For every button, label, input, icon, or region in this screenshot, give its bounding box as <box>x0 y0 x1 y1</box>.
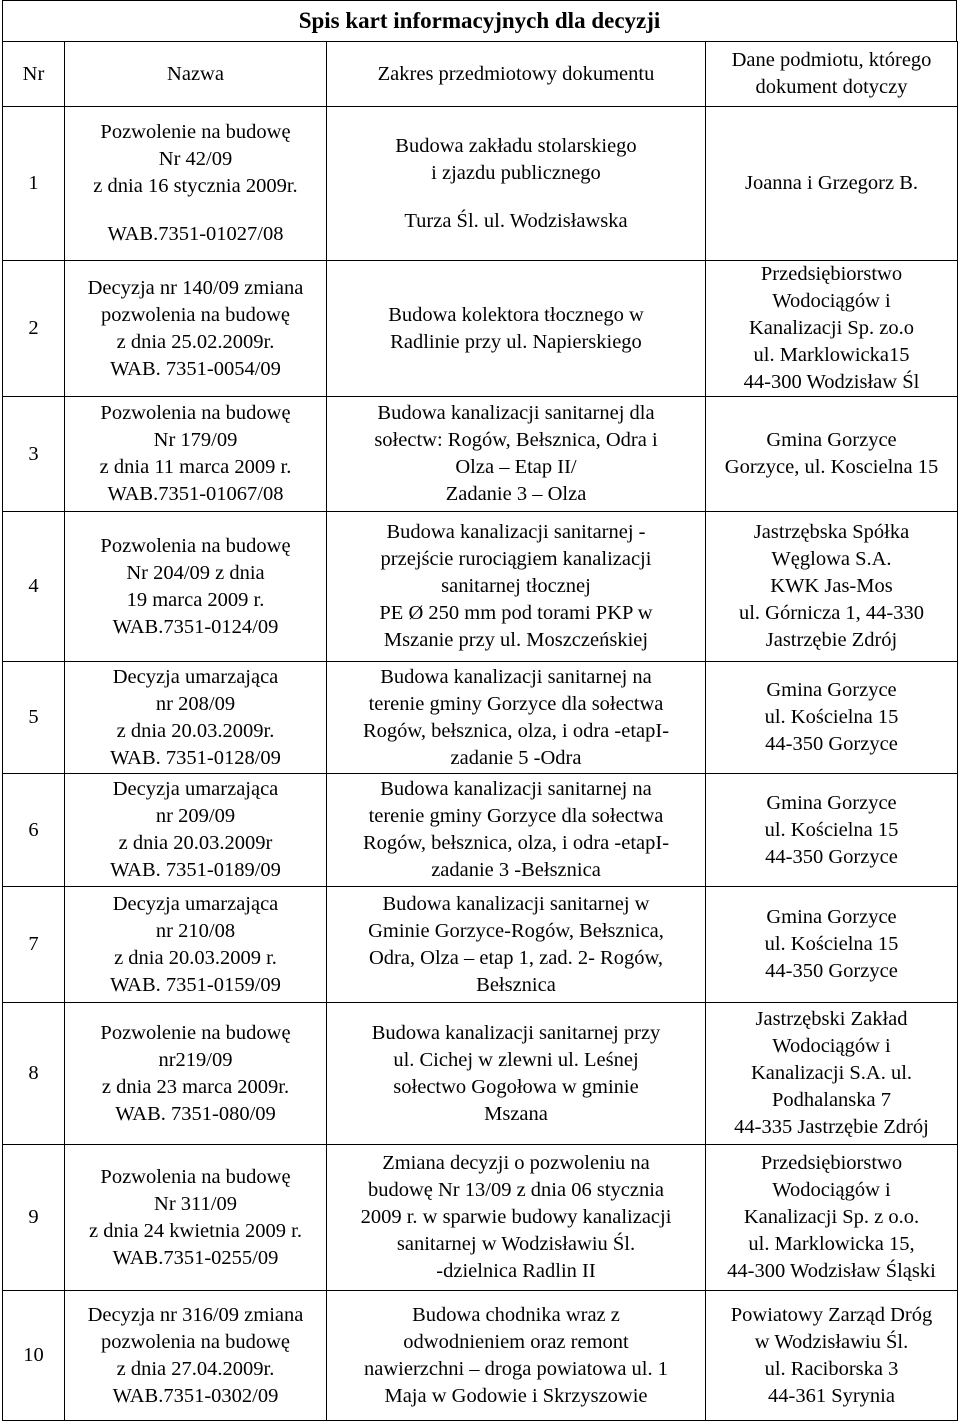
row-entity-line: 44-350 Gorzyce <box>765 733 898 755</box>
table-row <box>3 774 958 887</box>
row-name-line: nr 209/09 <box>155 805 236 827</box>
row-number: 6 <box>3 774 65 887</box>
table-row <box>3 1003 958 1145</box>
row-scope-line: nawierzchni – droga powiatowa ul. 1 <box>364 1357 668 1380</box>
row-entity-line: Gorzyce, ul. Koscielna 15 <box>724 456 939 478</box>
row-name-line: pozwolenia na budowę <box>101 1330 290 1353</box>
row-scope-line: terenie gminy Gorzyce dla sołectwa <box>368 692 664 715</box>
row-name <box>65 261 327 397</box>
row-name-line: Pozwolenie na budowę <box>100 1021 291 1044</box>
row-entity <box>706 662 958 774</box>
row-scope <box>327 512 706 662</box>
row-name <box>65 774 327 887</box>
row-name-line: WAB. 7351-0128/09 <box>110 746 281 769</box>
row-entity-line: Wodociągów i <box>772 290 891 312</box>
row-scope-line: -dzielnica Radlin II <box>436 1260 596 1282</box>
row-entity <box>706 397 958 512</box>
document-title: Spis kart informacyjnych dla decyzji <box>2 0 957 42</box>
row-scope-line: przejście rurociągiem kanalizacji <box>380 548 652 570</box>
row-entity-line: 44-350 Gorzyce <box>765 960 898 982</box>
row-scope-line: zadanie 5 -Odra <box>450 746 582 769</box>
row-entity-line: ul. Kościelna 15 <box>764 818 899 841</box>
row-entity-line: Wodociągów i <box>772 1179 891 1201</box>
row-name <box>65 107 327 261</box>
row-name-line: z dnia 25.02.2009r. <box>116 330 275 353</box>
row-name-line: z dnia 20.03.2009r. <box>116 719 275 742</box>
row-entity-line: KWK Jas-Mos <box>770 575 893 597</box>
row-entity-line: Kanalizacji S.A. ul. <box>750 1062 913 1084</box>
row-name <box>65 1003 327 1145</box>
row-entity-line: ul. Marklowicka 15, <box>748 1233 915 1255</box>
header-podmiot-line: Dane podmiotu, którego <box>731 49 932 71</box>
row-entity-line: Przedsiębiorstwo <box>760 1152 903 1174</box>
row-scope-line: Budowa kanalizacji sanitarnej przy <box>371 1021 661 1044</box>
row-entity-line: Jastrzębski Zakład <box>755 1008 908 1030</box>
row-number: 5 <box>3 662 65 774</box>
row-number: 8 <box>3 1003 65 1145</box>
table-row <box>3 662 958 774</box>
row-name-line: nr219/09 <box>158 1048 233 1071</box>
row-name-line: z dnia 11 marca 2009 r. <box>99 456 292 478</box>
row-scope-line: Budowa kanalizacji sanitarnej - <box>386 521 646 543</box>
header-row <box>3 42 958 107</box>
row-scope <box>327 774 706 887</box>
row-scope-line: Budowa kanalizacji sanitarnej na <box>380 778 652 800</box>
row-name-line: WAB. 7351-0054/09 <box>110 357 281 380</box>
row-scope-line: Rogów, bełsznica, olza, i odra -etapI- <box>362 719 670 742</box>
row-entity <box>706 1145 958 1291</box>
row-scope <box>327 261 706 397</box>
row-name-line: z dnia 24 kwietnia 2009 r. <box>89 1219 302 1242</box>
row-name-line: 19 marca 2009 r. <box>126 588 265 611</box>
row-name-line: Decyzja nr 140/09 zmiana <box>87 276 304 299</box>
row-name-line: Nr 42/09 <box>158 148 233 170</box>
row-entity-line: Jastrzębie Zdrój <box>765 629 898 651</box>
row-entity-line: Powiatowy Zarząd Dróg <box>730 1303 933 1326</box>
table-row <box>3 107 958 261</box>
row-scope-line: sołectwo Gogołowa w gminie <box>393 1075 639 1098</box>
row-name-line: WAB. 7351-0159/09 <box>110 973 281 996</box>
row-entity-line: ul. Kościelna 15 <box>764 933 899 955</box>
row-entity-line: Joanna i Grzegorz B. <box>744 172 919 194</box>
header-podmiot-line: dokument dotyczy <box>755 76 908 98</box>
row-scope <box>327 397 706 512</box>
row-name-line: z dnia 20.03.2009r <box>118 832 273 854</box>
row-entity-line: Gmina Gorzyce <box>766 906 897 928</box>
table-row <box>3 1145 958 1291</box>
row-scope-line: Budowa kanalizacji sanitarnej dla <box>377 402 655 424</box>
row-entity-line: 44-300 Wodzisław Śląski <box>727 1260 936 1282</box>
header-nazwa: Nazwa <box>65 42 327 107</box>
row-name-line: z dnia 27.04.2009r. <box>116 1357 275 1380</box>
row-entity-line: Kanalizacji Sp. z o.o. <box>743 1206 920 1228</box>
row-entity-line: Kanalizacji Sp. zo.o <box>748 317 915 339</box>
row-number: 9 <box>3 1145 65 1291</box>
row-entity-line: w Wodzisławiu Śl. <box>754 1330 909 1353</box>
row-name-line: nr 210/08 <box>155 919 236 942</box>
row-scope-line: odwodnieniem oraz remont <box>403 1330 629 1353</box>
row-name-line: Decyzja umarzająca <box>112 778 279 800</box>
row-name <box>65 1145 327 1291</box>
row-entity-line: ul. Górnicza 1, 44-330 <box>738 602 925 624</box>
row-name <box>65 512 327 662</box>
decisions-table <box>2 41 958 1421</box>
row-scope-line: Odra, Olza – etap 1, zad. 2- Rogów, <box>368 946 664 969</box>
row-entity <box>706 107 958 261</box>
table-row <box>3 1291 958 1421</box>
row-entity <box>706 1291 958 1421</box>
row-scope <box>327 107 706 261</box>
row-scope-line: Budowa kanalizacji sanitarnej w <box>382 892 650 915</box>
table-row <box>3 397 958 512</box>
row-scope-line: Radlinie przy ul. Napierskiego <box>390 330 642 353</box>
row-entity <box>706 1003 958 1145</box>
row-scope-line: PE Ø 250 mm pod torami PKP w <box>379 602 653 624</box>
row-name-line: z dnia 16 stycznia 2009r. <box>93 175 298 197</box>
row-entity-line: Gmina Gorzyce <box>766 679 897 701</box>
row-scope-line: Budowa chodnika wraz z <box>412 1303 620 1326</box>
row-name-line: Nr 204/09 z dnia <box>126 561 265 584</box>
row-entity-line: ul. Kościelna 15 <box>764 706 899 728</box>
row-name-line: WAB.7351-01027/08 <box>107 223 284 245</box>
row-name-line: Pozwolenia na budowę <box>100 1165 291 1188</box>
row-scope <box>327 1145 706 1291</box>
row-name-line: Pozwolenia na budowę <box>100 402 291 424</box>
row-scope-line: Maja w Godowie i Skrzyszowie <box>384 1384 648 1407</box>
row-scope-line: Bełsznica <box>476 973 556 996</box>
row-number: 7 <box>3 887 65 1003</box>
row-scope-line: Budowa kolektora tłocznego w <box>388 303 644 326</box>
row-name <box>65 662 327 774</box>
row-scope-line: Zadanie 3 – Olza <box>445 483 587 505</box>
row-name-line: Decyzja umarzająca <box>112 665 279 688</box>
table-row <box>3 512 958 662</box>
row-name <box>65 397 327 512</box>
row-name <box>65 1291 327 1421</box>
row-scope-line: 2009 r. w sparwie budowy kanalizacji <box>360 1206 672 1228</box>
row-entity <box>706 774 958 887</box>
row-scope-line: Budowa kanalizacji sanitarnej na <box>380 665 652 688</box>
row-entity-line: 44-335 Jastrzębie Zdrój <box>734 1116 929 1138</box>
row-entity-line: Przedsiębiorstwo <box>760 263 903 285</box>
row-name-line: pozwolenia na budowę <box>101 303 290 326</box>
row-scope-line: zadanie 3 -Bełsznica <box>431 859 601 881</box>
spacer <box>67 200 324 221</box>
row-name-line: Nr 179/09 <box>153 429 238 451</box>
row-scope-line: Rogów, bełsznica, olza, i odra -etapI- <box>362 832 670 854</box>
row-name <box>65 887 327 1003</box>
row-name-line: Pozwolenia na budowę <box>100 534 291 557</box>
row-number: 4 <box>3 512 65 662</box>
table-row <box>3 261 958 397</box>
row-scope-line: ul. Cichej w zlewni ul. Leśnej <box>393 1048 639 1071</box>
row-scope-line: i zjazdu publicznego <box>431 161 601 184</box>
row-name-line: WAB.7351-0124/09 <box>112 615 279 638</box>
row-scope-line: sanitarnej tłocznej <box>441 575 591 597</box>
row-scope <box>327 1291 706 1421</box>
row-scope-line: Mszanie przy ul. Moszczeńskiej <box>383 629 649 651</box>
header-zakres: Zakres przedmiotowy dokumentu <box>327 42 706 107</box>
row-name-line: Decyzja umarzająca <box>112 892 279 915</box>
row-entity-line: ul. Raciborska 3 <box>764 1357 899 1380</box>
row-number: 10 <box>3 1291 65 1421</box>
row-entity <box>706 887 958 1003</box>
row-scope-line: terenie gminy Gorzyce dla sołectwa <box>368 805 664 827</box>
row-scope-line: Budowa zakładu stolarskiego <box>395 134 637 157</box>
row-entity-line: 44-361 Syrynia <box>768 1384 895 1407</box>
row-name-line: Decyzja nr 316/09 zmiana <box>87 1303 304 1326</box>
row-scope-line: Gminie Gorzyce-Rogów, Bełsznica, <box>368 919 664 942</box>
row-scope-line: Turza Śl. ul. Wodzisławska <box>404 209 628 232</box>
row-entity-line: Gmina Gorzyce <box>766 429 897 451</box>
row-entity-line: Jastrzębska Spółka <box>753 521 910 543</box>
row-name-line: z dnia 20.03.2009 r. <box>114 946 277 969</box>
row-entity-line: Wodociągów i <box>772 1035 891 1057</box>
row-scope <box>327 1003 706 1145</box>
row-scope <box>327 887 706 1003</box>
row-number: 1 <box>3 107 65 261</box>
row-entity-line: Gmina Gorzyce <box>766 791 897 814</box>
row-entity-line: 44-300 Wodzisław Śl <box>743 371 920 393</box>
row-name-line: z dnia 23 marca 2009r. <box>101 1075 290 1098</box>
spacer <box>329 187 703 208</box>
header-podmiot <box>706 42 958 107</box>
header-nr: Nr <box>3 42 65 107</box>
row-name-line: WAB.7351-01067/08 <box>107 483 284 505</box>
row-number: 3 <box>3 397 65 512</box>
row-name-line: WAB. 7351-0189/09 <box>110 859 281 881</box>
row-scope-line: Zmiana decyzji o pozwoleniu na <box>382 1152 650 1174</box>
table-row <box>3 887 958 1003</box>
row-name-line: Pozwolenie na budowę <box>100 121 291 143</box>
row-scope <box>327 662 706 774</box>
row-scope-line: sołectw: Rogów, Bełsznica, Odra i <box>374 429 658 451</box>
row-name-line: WAB.7351-0255/09 <box>112 1246 279 1269</box>
row-name-line: WAB.7351-0302/09 <box>112 1384 279 1407</box>
row-name-line: WAB. 7351-080/09 <box>115 1102 276 1125</box>
row-name-line: nr 208/09 <box>155 692 236 715</box>
row-scope-line: budowę Nr 13/09 z dnia 06 stycznia <box>367 1179 665 1201</box>
row-name-line: Nr 311/09 <box>154 1192 237 1215</box>
row-entity-line: Podhalanska 7 <box>772 1089 891 1111</box>
row-scope-line: sanitarnej w Wodzisławiu Śl. <box>396 1233 636 1255</box>
row-entity-line: 44-350 Gorzyce <box>765 845 898 868</box>
row-scope-line: Mszana <box>484 1102 548 1125</box>
row-scope-line: Olza – Etap II/ <box>455 456 577 478</box>
row-entity-line: ul. Marklowicka15 <box>753 344 910 366</box>
row-entity <box>706 512 958 662</box>
row-entity <box>706 261 958 397</box>
row-entity-line: Węglowa S.A. <box>771 548 892 570</box>
row-number: 2 <box>3 261 65 397</box>
